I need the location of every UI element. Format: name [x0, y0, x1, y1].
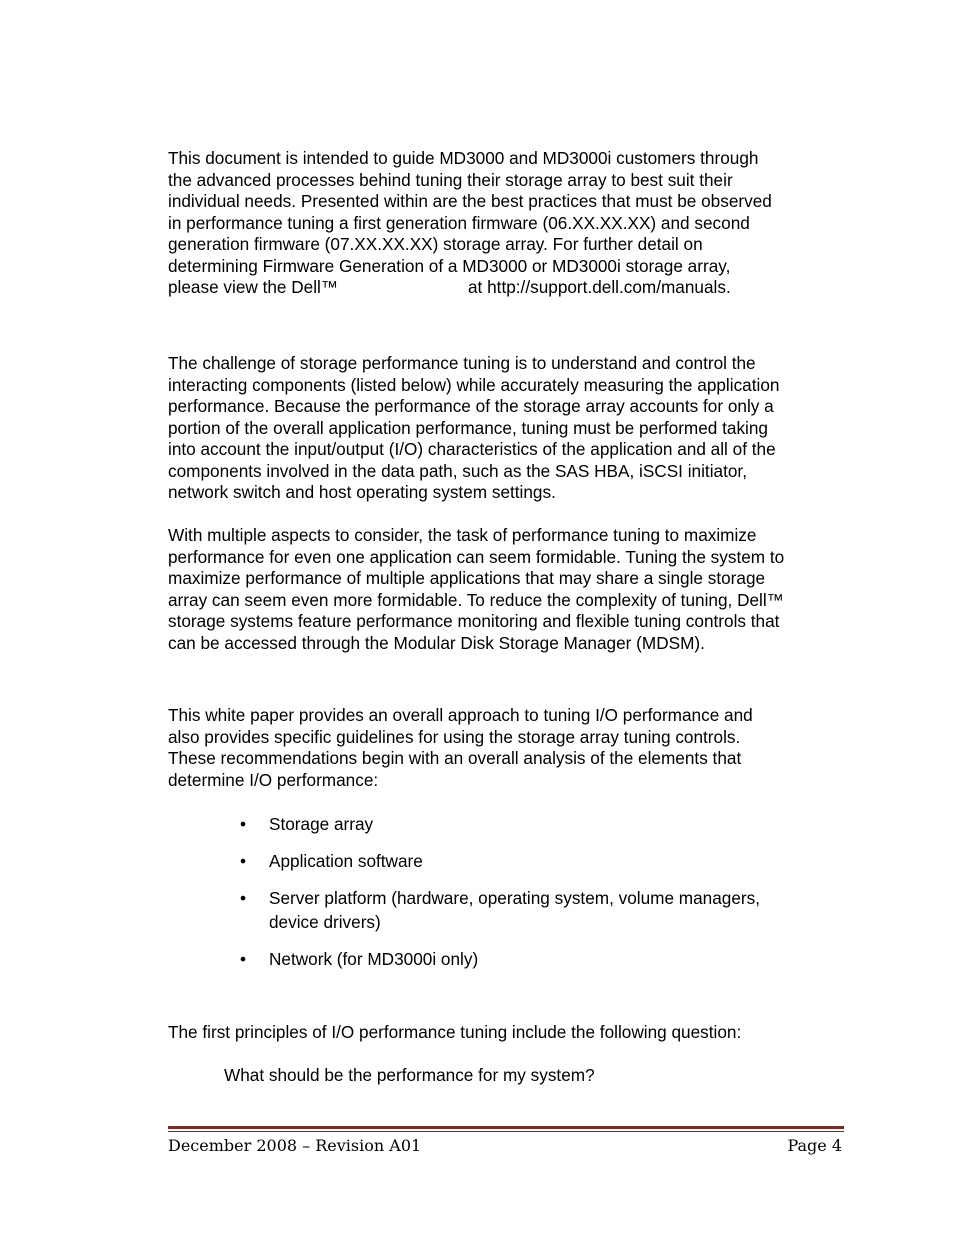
challenge-line: components involved in the data path, such as the SAS HBA, iSCSI initiator,: [168, 460, 747, 481]
challenge-line: performance. Because the performance of the storage array accounts for only a: [168, 396, 774, 416]
list-item-text: Application software: [269, 851, 423, 871]
footer-divider-thin: [168, 1131, 844, 1132]
footer-date-revision: December 2008 – Revision A01: [168, 1136, 422, 1155]
challenge-line: portion of the overall application performance, tuning must be performed taking: [168, 417, 768, 438]
challenge-line: interacting components (listed below) while accurately measuring the application: [168, 374, 780, 395]
list-item-text: Network (for MD3000i only): [269, 949, 479, 969]
whitepaper-line: determine I/O performance:: [168, 769, 379, 790]
list-item-text: Server platform (hardware, operating system, volume managers,: [269, 888, 761, 908]
principles-question: What should be the performance for my system?: [224, 1065, 595, 1085]
list-item-text: Storage array: [269, 814, 374, 834]
challenge-line: The challenge of storage performance tuning is to understand and control the: [168, 353, 756, 373]
principles-line: The first principles of I/O performance tuning include the following question:: [168, 1022, 742, 1042]
principles-paragraph: [168, 1022, 848, 1044]
challenge-line: network switch and host operating system settings.: [168, 482, 556, 502]
intro-last-line-start: please view the Dell™: [168, 277, 339, 297]
aspects-line: can be accessed through the Modular Disk Storage Manager (MDSM).: [168, 632, 705, 653]
intro-line: the advanced processes behind tuning their storage array to best suit their: [168, 169, 733, 190]
bullet-marker: •: [240, 888, 247, 908]
aspects-line: array can seem even more formidable. To reduce the complexity of tuning, Dell™: [168, 589, 784, 610]
bullet-marker: •: [240, 949, 247, 969]
footer-divider: [168, 1126, 844, 1129]
intro-line: This document is intended to guide MD3000 and MD3000i customers through: [168, 148, 759, 168]
whitepaper-line: This white paper provides an overall approach to tuning I/O performance and: [168, 705, 753, 725]
whitepaper-line: also provides specific guidelines for using the storage array tuning controls.: [168, 726, 741, 747]
bullet-marker: •: [240, 814, 247, 834]
list-item-text-continued: device drivers): [269, 912, 381, 932]
aspects-line: storage systems feature performance monitoring and flexible tuning controls that: [168, 611, 780, 631]
whitepaper-paragraph: [168, 705, 848, 791]
page-number: Page 4: [787, 1136, 842, 1155]
aspects-line: performance for even one application can seem formidable. Tuning the system to: [168, 546, 785, 567]
intro-last-line: [168, 277, 848, 299]
intro-line: individual needs. Presented within are the best practices that must be observed: [168, 191, 772, 211]
aspects-paragraph: [168, 525, 848, 654]
aspects-line: maximize performance of multiple applications that may share a single storage: [168, 568, 766, 588]
whitepaper-line: These recommendations begin with an overall analysis of the elements that: [168, 748, 742, 768]
intro-line: in performance tuning a first generation firmware (06.XX.XX.XX) and second: [168, 212, 750, 233]
bullet-marker: •: [240, 851, 247, 871]
aspects-line: With multiple aspects to consider, the task of performance tuning to maximize: [168, 525, 757, 545]
challenge-line: into account the input/output (I/O) characteristics of the application and all of the: [168, 439, 776, 459]
intro-line: generation firmware (07.XX.XX.XX) storage array. For further detail on: [168, 234, 703, 254]
intro-paragraph: [168, 148, 848, 299]
challenge-paragraph: [168, 353, 848, 504]
manuals-link-text[interactable]: at http://support.dell.com/manuals.: [468, 277, 731, 297]
intro-line: determining Firmware Generation of a MD3000 or MD3000i storage array,: [168, 255, 731, 276]
